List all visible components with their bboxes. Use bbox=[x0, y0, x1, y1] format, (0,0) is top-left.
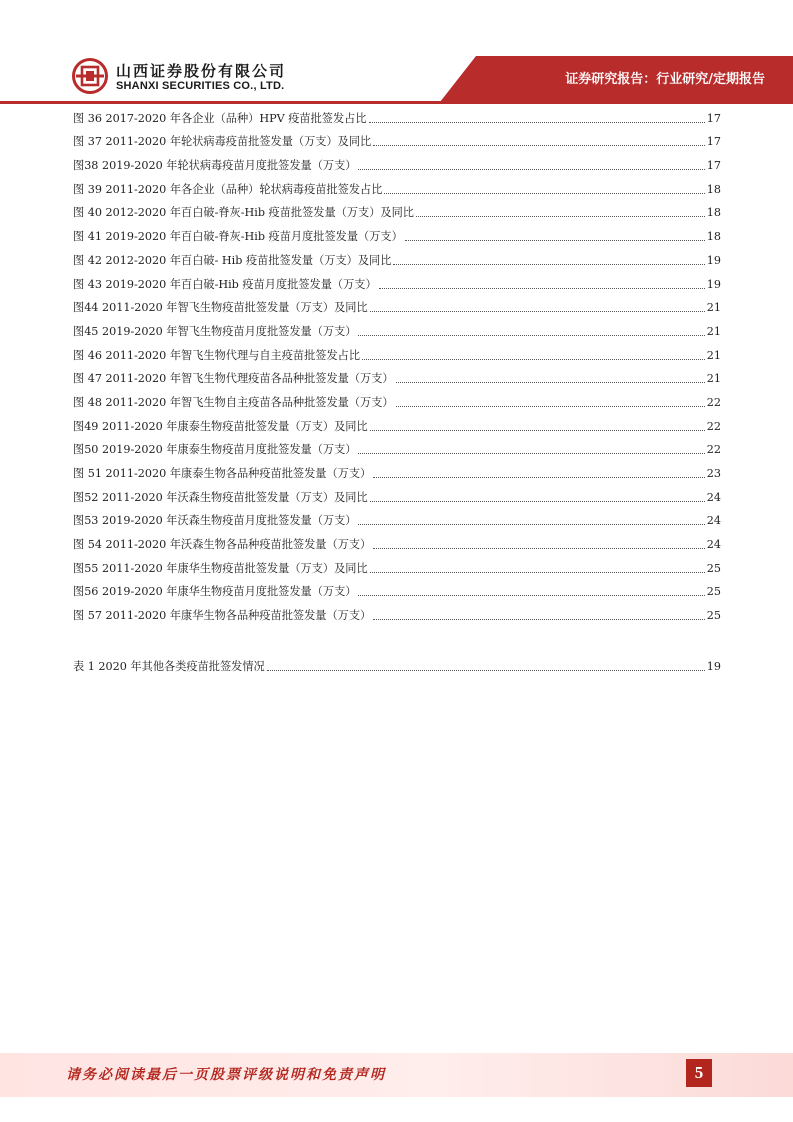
toc-entry[interactable] bbox=[73, 481, 721, 505]
toc-entry[interactable] bbox=[73, 505, 721, 529]
toc-entry[interactable] bbox=[73, 268, 721, 292]
toc-entry-label: 图 42 2012-2020 年百白破- Hib 疫苗批签发量（万支）及同比 bbox=[73, 253, 392, 267]
toc-entry-page: 22 bbox=[706, 395, 721, 409]
company-name-cn: 山西证券股份有限公司 bbox=[116, 62, 287, 80]
company-name-en: SHANXI SECURITIES CO., LTD. bbox=[116, 80, 285, 92]
toc-entry-label: 图55 2011-2020 年康华生物疫苗批签发量（万支）及同比 bbox=[73, 561, 368, 575]
toc-entry[interactable] bbox=[73, 552, 721, 576]
toc-entry-page: 25 bbox=[706, 561, 721, 575]
toc-entry-label: 图 39 2011-2020 年各企业（品种）轮状病毒疫苗批签发占比 bbox=[73, 182, 383, 196]
toc-entry[interactable] bbox=[73, 576, 721, 600]
toc-entry-label: 图 41 2019-2020 年百白破-脊灰-Hib 疫苗月度批签发量（万支） bbox=[73, 230, 403, 244]
toc-leader bbox=[369, 122, 705, 123]
toc-entry-label: 图52 2011-2020 年沃森生物疫苗批签发量（万支）及同比 bbox=[73, 490, 368, 504]
toc-entry-page: 19 bbox=[706, 659, 721, 673]
toc-entry[interactable] bbox=[73, 244, 721, 268]
toc-entry-label: 图53 2019-2020 年沃森生物疫苗月度批签发量（万支） bbox=[73, 514, 357, 528]
toc-entry-page: 18 bbox=[706, 182, 721, 196]
toc-entry[interactable] bbox=[73, 173, 721, 197]
toc-leader bbox=[358, 595, 704, 596]
toc-leader bbox=[373, 619, 705, 620]
toc-entry-page: 22 bbox=[706, 419, 721, 433]
toc-entry-page: 21 bbox=[706, 348, 721, 362]
toc-entry-page: 22 bbox=[706, 443, 721, 457]
toc-entry-label: 图49 2011-2020 年康泰生物疫苗批签发量（万支）及同比 bbox=[73, 419, 368, 433]
toc-entry-label: 图 51 2011-2020 年康泰生物各品种疫苗批签发量（万支） bbox=[73, 467, 372, 480]
toc-entry-label: 图 46 2011-2020 年智飞生物代理与自主疫苗批签发占比 bbox=[73, 348, 361, 362]
toc-leader bbox=[373, 548, 705, 549]
toc-leader bbox=[370, 430, 705, 431]
toc-entry-page: 21 bbox=[706, 372, 721, 386]
table-list bbox=[73, 650, 721, 674]
toc-entry-page: 19 bbox=[706, 277, 721, 291]
toc-leader bbox=[416, 216, 705, 217]
toc-entry[interactable] bbox=[73, 650, 721, 674]
toc-leader bbox=[373, 477, 705, 478]
toc-entry[interactable] bbox=[73, 363, 721, 387]
toc-entry[interactable] bbox=[73, 434, 721, 458]
toc-entry-label: 图 36 2017-2020 年各企业（品种）HPV 疫苗批签发占比 bbox=[73, 111, 367, 125]
toc-entry-page: 23 bbox=[706, 467, 721, 480]
toc-entry[interactable] bbox=[73, 315, 721, 339]
toc-leader bbox=[267, 670, 705, 671]
toc-entry-page: 21 bbox=[706, 324, 721, 338]
toc-entry[interactable] bbox=[73, 528, 721, 552]
toc-entry[interactable] bbox=[73, 197, 721, 221]
toc-leader bbox=[370, 501, 705, 502]
toc-entry[interactable] bbox=[73, 386, 721, 410]
toc-entry-label: 图50 2019-2020 年康泰生物疫苗月度批签发量（万支） bbox=[73, 443, 357, 457]
toc-leader bbox=[358, 524, 704, 525]
toc-entry-page: 21 bbox=[706, 301, 721, 315]
toc-entry-page: 24 bbox=[706, 490, 721, 504]
toc-leader bbox=[393, 264, 704, 265]
toc-entry-label: 图 57 2011-2020 年康华生物各品种疫苗批签发量（万支） bbox=[73, 609, 372, 623]
toc-entry[interactable] bbox=[73, 339, 721, 363]
toc-leader bbox=[396, 406, 705, 407]
page-header bbox=[0, 0, 793, 105]
toc-entry-page: 18 bbox=[706, 206, 721, 220]
report-type-label: 证券研究报告：行业研究/定期报告 bbox=[565, 72, 765, 87]
toc-entry-page: 25 bbox=[706, 609, 721, 623]
toc-entry[interactable] bbox=[73, 599, 721, 623]
toc-leader bbox=[379, 288, 705, 289]
toc-entry-label: 图56 2019-2020 年康华生物疫苗月度批签发量（万支） bbox=[73, 585, 357, 599]
toc-leader bbox=[373, 145, 705, 146]
shanxi-securities-logo-icon bbox=[72, 58, 108, 94]
toc-entry-label: 图 43 2019-2020 年百白破-Hib 疫苗月度批签发量（万支） bbox=[73, 277, 377, 291]
toc-entry[interactable] bbox=[73, 220, 721, 244]
toc-entry[interactable] bbox=[73, 410, 721, 434]
toc-leader bbox=[362, 359, 705, 360]
toc-entry-page: 19 bbox=[706, 253, 721, 267]
toc-entry-label: 图45 2019-2020 年智飞生物疫苗月度批签发量（万支） bbox=[73, 324, 357, 338]
toc-entry-page: 24 bbox=[706, 514, 721, 528]
toc-leader bbox=[370, 572, 705, 573]
toc-entry-page: 25 bbox=[706, 585, 721, 599]
toc-entry-label: 图38 2019-2020 年轮状病毒疫苗月度批签发量（万支） bbox=[73, 159, 357, 173]
toc-entry-label: 图 47 2011-2020 年智飞生物代理疫苗各品种批签发量（万支） bbox=[73, 372, 394, 386]
toc-entry[interactable] bbox=[73, 149, 721, 173]
toc-entry-page: 18 bbox=[706, 230, 721, 244]
toc-entry-label: 图 37 2011-2020 年轮状病毒疫苗批签发量（万支）及同比 bbox=[73, 135, 372, 149]
toc-entry[interactable] bbox=[73, 457, 721, 481]
toc-entry-label: 表 1 2020 年其他各类疫苗批签发情况 bbox=[73, 659, 265, 673]
disclaimer-notice: 请务必阅读最后一页股票评级说明和免责声明 bbox=[66, 1067, 386, 1083]
toc-leader bbox=[370, 311, 705, 312]
toc-leader bbox=[358, 453, 704, 454]
page-number: 5 bbox=[686, 1059, 712, 1087]
toc-leader bbox=[396, 382, 705, 383]
toc-entry-label: 图 40 2012-2020 年百白破-脊灰-Hib 疫苗批签发量（万支）及同比 bbox=[73, 206, 414, 220]
figure-list bbox=[73, 102, 721, 623]
toc-entry-page: 24 bbox=[706, 538, 721, 552]
toc-entry-label: 图 48 2011-2020 年智飞生物自主疫苗各品种批签发量（万支） bbox=[73, 395, 394, 409]
toc-leader bbox=[405, 240, 705, 241]
toc-leader bbox=[384, 193, 704, 194]
toc-entry-page: 17 bbox=[706, 135, 721, 149]
toc-entry-page: 17 bbox=[706, 111, 721, 125]
toc-leader bbox=[358, 335, 704, 336]
toc-entry-label: 图44 2011-2020 年智飞生物疫苗批签发量（万支）及同比 bbox=[73, 301, 368, 315]
toc-entry-page: 17 bbox=[706, 159, 721, 173]
toc-entry-label: 图 54 2011-2020 年沃森生物各品种疫苗批签发量（万支） bbox=[73, 538, 372, 552]
toc-entry[interactable] bbox=[73, 126, 721, 150]
toc-entry[interactable] bbox=[73, 102, 721, 126]
toc-entry[interactable] bbox=[73, 292, 721, 316]
toc-leader bbox=[358, 169, 704, 170]
